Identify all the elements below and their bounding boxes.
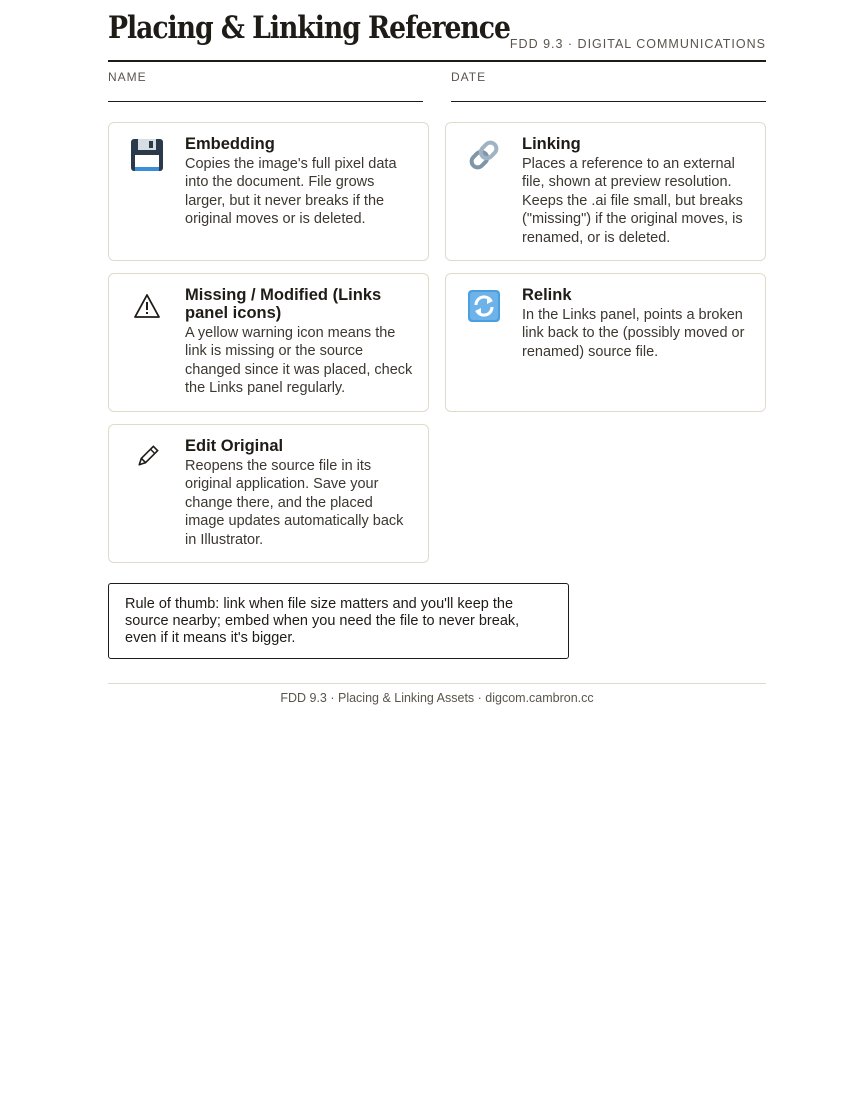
card-title: Embedding	[185, 135, 275, 153]
rule-of-thumb-box: Rule of thumb: link when file size matters and you'll keep the source nearby; embed when you need the file to never break, even if it means it's bigger.	[108, 583, 569, 659]
name-field-label: NAME	[108, 70, 147, 84]
card-title: Linking	[522, 135, 581, 153]
chain-link-icon	[464, 135, 504, 175]
pencil-icon	[127, 437, 167, 477]
warning-triangle-icon	[127, 286, 167, 326]
floppy-disk-icon	[127, 135, 167, 175]
card-linking	[445, 122, 766, 261]
student-fields	[108, 62, 766, 122]
footer-divider	[108, 683, 766, 684]
card-text: A yellow warning icon means the link is missing or the source changed since it was placed, check the Links panel regularly.	[185, 325, 413, 397]
page-footer: FDD 9.3 · Placing & Linking Assets · digcom.cambron.cc	[280, 691, 594, 705]
page-title: Placing & Linking Reference	[108, 10, 510, 46]
card-text: Reopens the source file in its original application. Save your change there, and the placed image updates automatically back in Illustrator.	[185, 458, 404, 548]
worksheet-page	[108, 0, 766, 705]
card-text: In the Links panel, points a broken link back to the (possibly moved or renamed) source file.	[522, 307, 745, 360]
card-embedding	[108, 122, 429, 261]
date-field-label: DATE	[451, 70, 487, 84]
date-field[interactable]	[451, 62, 766, 102]
name-field[interactable]	[108, 62, 423, 102]
card-text: Places a reference to an external file, shown at preview resolution. Keeps the .ai file small, but breaks ("missing") if the original moves, is renamed, or is deleted.	[522, 156, 743, 246]
card-edit-original	[108, 424, 429, 563]
course-subtitle: FDD 9.3 · DIGITAL COMMUNICATIONS	[509, 37, 766, 51]
card-missing-modified	[108, 273, 429, 412]
card-title: Edit Original	[185, 437, 284, 455]
card-title: Relink	[522, 286, 572, 304]
card-relink	[445, 273, 766, 412]
card-title: Missing / Modified (Links panel icons)	[185, 286, 382, 322]
header	[108, 0, 766, 62]
relink-arrows-icon	[464, 286, 504, 326]
reference-cards	[108, 122, 766, 563]
card-text: Copies the image's full pixel data into the document. File grows larger, but it never breaks if the original moves or is deleted.	[185, 156, 397, 228]
